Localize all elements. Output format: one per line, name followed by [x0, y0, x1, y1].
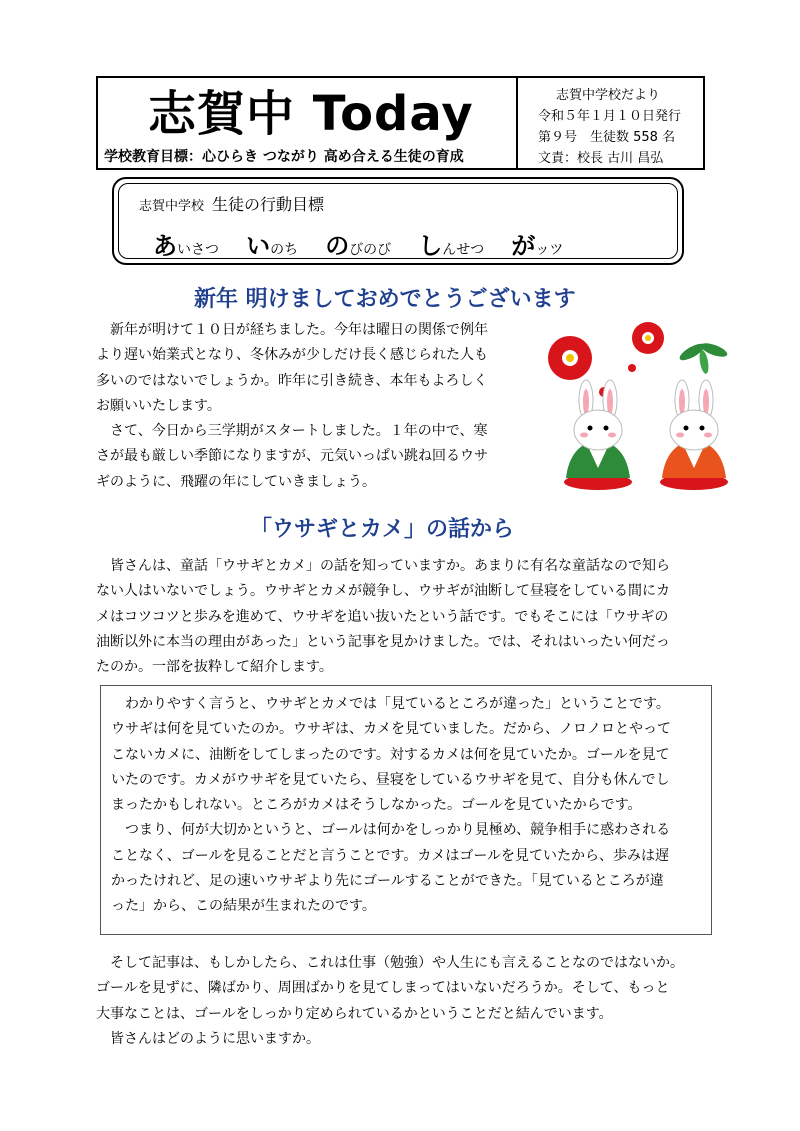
text-line: まったかもしれない。ところがカメはそうしなかった。ゴールを見ていたからです。: [111, 797, 642, 814]
masthead-info: [518, 78, 703, 168]
new-year-paragraph: [96, 318, 534, 495]
section-heading-new-year: 新年 明けましておめでとうございます: [194, 287, 576, 312]
text-line: ない人はいないでしょう。ウサギとカメが競争し、ウサギが油断して昼寝をしている間にカ: [96, 583, 670, 600]
masthead: [96, 76, 705, 170]
goal-rest: んせつ: [442, 242, 485, 258]
text-line: お願いいたします。: [96, 397, 221, 414]
text-line: わかりやすく言うと、ウサギとカメでは「見ているところが違った」ということです。: [111, 696, 670, 712]
text-line: メはコツコツと歩みを進めて、ウサギを追い抜いたという話です。でもそこには「ウサギの: [96, 608, 669, 625]
goal-rest: びのび: [349, 242, 392, 258]
text-line: たのか。一部を抜粋して紹介します。: [96, 659, 333, 676]
issue-date: 令和５年１月１０日発行: [538, 109, 682, 124]
section-heading-rabbit-turtle: 「ウサギとカメ」の話から: [250, 517, 515, 542]
new-year-rabbits-illustration: [542, 318, 752, 498]
text-line: さが最も厳しい季節になりますが、元気いっぱい跳ね回るウサ: [96, 448, 488, 465]
article-excerpt: [111, 692, 703, 920]
goal-initial: の: [325, 232, 350, 260]
goal-item: [418, 226, 484, 261]
newsletter-name: 志賀中学校だより: [556, 88, 661, 103]
action-goals-box: [112, 177, 684, 265]
plum-blossom-icon: [548, 336, 592, 380]
text-line: 皆さんは、童話「ウサギとカメ」の話を知っていますか。あまりに有名な童話なので知ら: [96, 558, 670, 574]
goal-initial: が: [511, 232, 536, 260]
goal-initial: い: [246, 232, 271, 260]
text-line: こないカメに、油断をしてしまったのです。対するカメは何を見ていたか。ゴールを見て: [111, 746, 670, 763]
text-line: ゴールを見ずに、隣ばかり、周囲ばかりを見てしまってはいないだろうか。そして、もっと: [96, 980, 670, 997]
goals-school-name: 志賀中学校: [139, 199, 205, 214]
issue-number: 第９号 生徒数 558 名: [538, 130, 676, 145]
text-line: 多いのではないでしょうか。昨年に引き続き、本年もよろしく: [96, 372, 488, 389]
newsletter-title: 志賀中 Today: [148, 86, 474, 142]
text-line: 皆さんはどのように思いますか。: [96, 1030, 320, 1047]
school-motto: 学校教育目標：心ひらき つながり 高め合える生徒の育成: [104, 149, 464, 165]
action-goals-label: [139, 192, 324, 215]
text-line: ギのように、飛躍の年にしていきましょう。: [96, 473, 376, 490]
text-line: いたのです。カメがウサギを見ていたら、昼寝をしているウサギを見て、自分も休んでし: [111, 771, 670, 788]
text-line: 新年が明けて１０日が経ちました。今年は曜日の関係で例年: [96, 322, 488, 338]
bamboo-leaves-icon: [677, 341, 728, 375]
text-line: つまり、何が大切かというと、ゴールは何かをしっかり見極め、競争相手に惑わされる: [111, 822, 671, 839]
goal-rest: ッツ: [535, 242, 564, 258]
rabbit-turtle-intro: [96, 554, 708, 680]
text-line: より遅い始業式となり、冬休みが少しだけ長く感じられた人も: [96, 347, 488, 364]
rabbit-orange-kimono-icon: [660, 380, 728, 490]
article-excerpt-box: [100, 685, 712, 935]
goal-initial: あ: [153, 232, 177, 260]
text-line: 油断以外に本当の理由があった」という記事を見かけました。では、それはいったい何だっ: [96, 633, 670, 650]
closing-paragraph: [96, 951, 708, 1052]
goals-title: 生徒の行動目標: [212, 195, 325, 214]
text-line: そして記事は、もしかしたら、これは仕事（勉強）や人生にも言えることなのではないか。: [96, 955, 684, 971]
action-goals-inner: [118, 183, 678, 259]
rabbit-green-kimono-icon: [564, 380, 632, 490]
text-line: った」から、この結果が生まれたのです。: [111, 898, 376, 915]
goal-rest: のち: [270, 242, 299, 258]
text-line: さて、今日から三学期がスタートしました。１年の中で、寒: [96, 423, 488, 440]
goal-item: [511, 226, 563, 261]
goal-item: [325, 226, 391, 261]
goal-rest: いさつ: [177, 242, 219, 258]
masthead-title-area: [98, 78, 518, 168]
plum-blossom-icon: [632, 322, 664, 354]
action-goals-list: [153, 226, 563, 261]
text-line: 大事なことは、ゴールをしっかり定められているかということだと結んでいます。: [96, 1005, 613, 1022]
text-line: かったけれど、足の速いウサギより先にゴールすることができた。「見ているところが違: [111, 873, 664, 890]
text-line: ウサギは何を見ていたのか。ウサギは、カメを見ていました。だから、ノロノロとやって: [111, 721, 671, 738]
text-line: ことなく、ゴールを見ることだと言うことです。カメはゴールを見ていたから、歩みは遅: [111, 847, 670, 864]
author-credit: 文責：校長 古川 昌弘: [538, 151, 664, 166]
goal-initial: し: [418, 232, 443, 260]
goal-item: [246, 226, 298, 261]
goal-item: [153, 226, 219, 261]
